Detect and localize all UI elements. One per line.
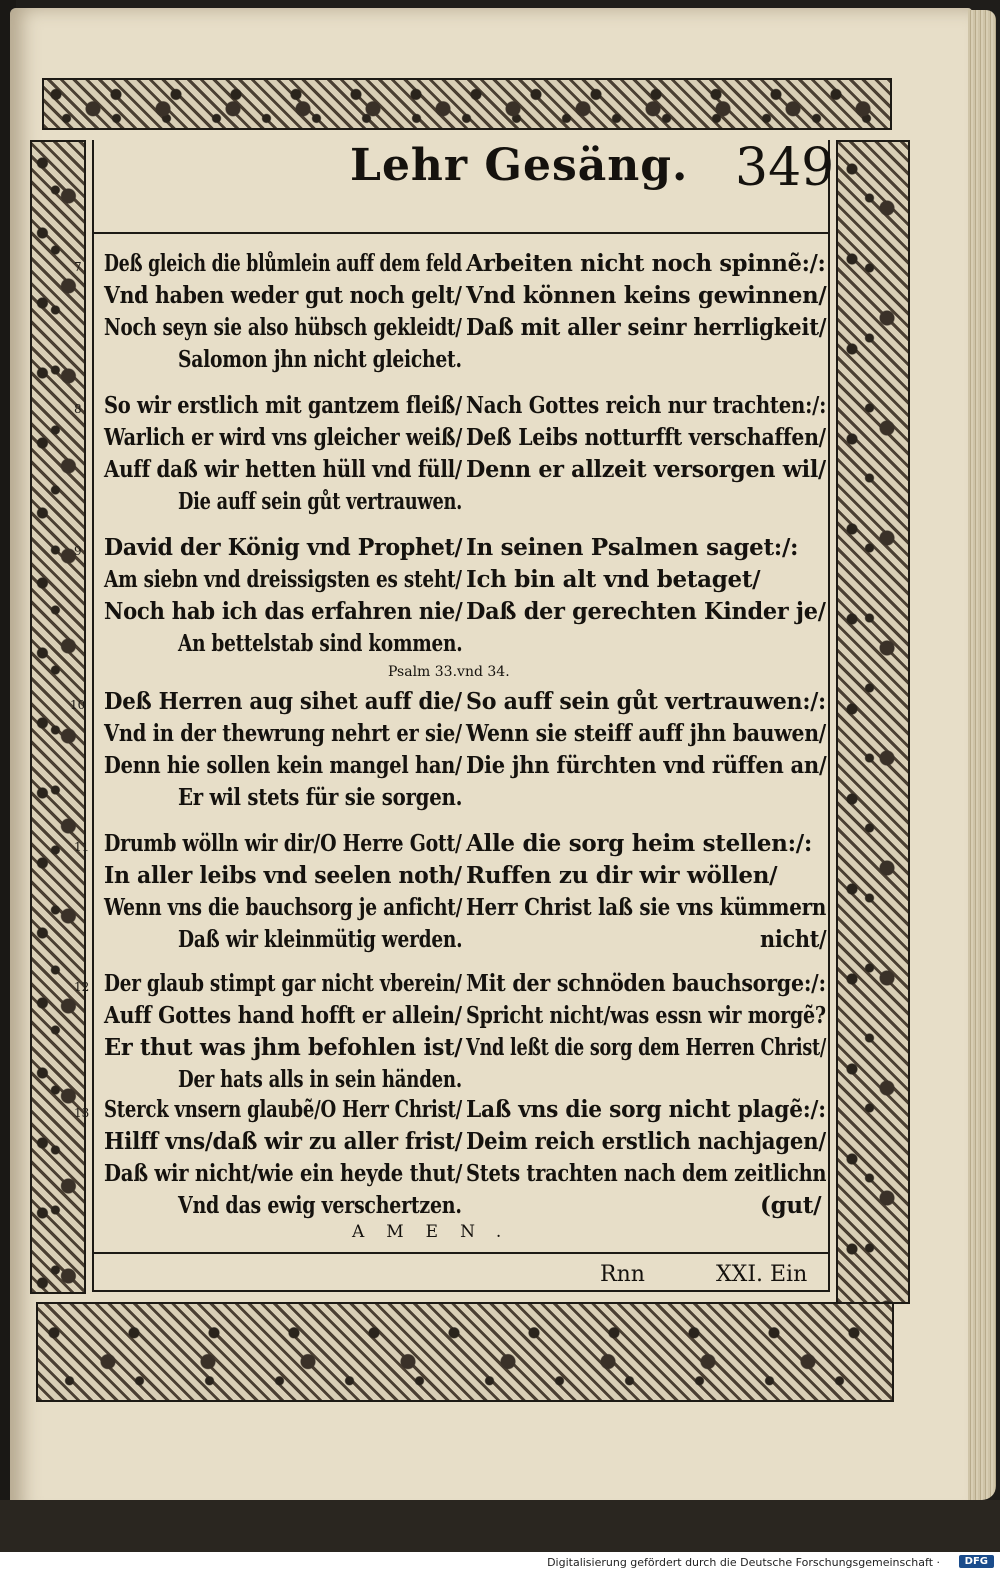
verse-number: 7: [74, 260, 82, 274]
verse-line-left: Vnd das ewig verschertzen.: [178, 1192, 462, 1219]
verse-line-left: Wenn vns die bauchsorg je anficht/: [104, 894, 463, 921]
catchword: XXI. Ein: [716, 1262, 808, 1287]
verse-line-left: Salomon jhn nicht gleichet.: [178, 346, 462, 373]
verse-line-right: Alle die sorg heim stellen:/:: [466, 830, 813, 857]
verse-line-right: In seinen Psalmen saget:/:: [466, 534, 799, 561]
verse-line-right: Ruffen zu dir wir wöllen/: [466, 862, 778, 889]
verse-line-left: Deß gleich die blůmlein auff dem feld: [104, 250, 462, 277]
verse-line-left: Auff Gottes hand hofft er allein/: [104, 1002, 462, 1029]
verse-line-right: Deim reich erstlich nachjagen/: [466, 1128, 826, 1155]
header-rule: [92, 232, 830, 234]
verse-line-left: Der glaub stimpt gar nicht vberein/: [104, 970, 462, 997]
ornamental-border-top: [42, 78, 892, 130]
footer-credit: Digitalisierung gefördert durch die Deutsche Forschungsgemeinschaft ·: [547, 1556, 940, 1569]
verse-line-left: Vnd in der thewrung nehrt er sie/: [104, 720, 462, 747]
psalm-reference: Psalm 33.vnd 34.: [388, 664, 510, 680]
dfg-logo: DFG: [959, 1555, 994, 1568]
scan-background: [0, 1500, 1000, 1558]
verse-line-left: Noch hab ich das erfahren nie/: [104, 598, 463, 625]
verse-line-right: Nach Gottes reich nur trachten:/:: [466, 392, 827, 419]
verse-line-right: Vnd können keins gewinnen/: [466, 282, 827, 309]
verse-line-right: Ich bin alt vnd betaget/: [466, 566, 761, 593]
frame-rule-bottom: [92, 1290, 830, 1292]
ornamental-border-bottom: [36, 1302, 894, 1402]
verse-line-right: Wenn sie steiff auff jhn bauwen/: [466, 720, 826, 747]
verse-line-right: Stets trachten nach dem zeitlichn: [466, 1160, 827, 1187]
verse-line-left: Sterck vnsern glaubẽ/O Herr Christ/: [104, 1096, 463, 1123]
frame-rule-right: [828, 140, 830, 1290]
verse-line-left: In aller leibs vnd seelen noth/: [104, 862, 462, 889]
verse-line-right: Laß vns die sorg nicht plagẽ:/:: [466, 1096, 826, 1123]
verse-number: 10: [70, 698, 86, 712]
verse-line-left: Die auff sein gůt vertrauwen.: [178, 488, 463, 515]
verse-line-left: Daß wir nicht/wie ein heyde thut/: [104, 1160, 463, 1187]
footer-rule: [92, 1252, 830, 1254]
verse-line-right: nicht/: [760, 926, 827, 953]
verse-line-left: Der hats alls in sein händen.: [178, 1066, 462, 1093]
frame-rule-left: [92, 140, 94, 1290]
verse-line-right: Die jhn fürchten vnd rüffen an/: [466, 752, 827, 779]
verse-line-left: Deß Herren aug sihet auff die/: [104, 688, 462, 715]
verse-number: 9: [74, 544, 82, 558]
verse-line-left: So wir erstlich mit gantzem fleiß/: [104, 392, 462, 419]
digitization-footer: [0, 1552, 1000, 1574]
verse-number: 8: [74, 402, 82, 416]
page-number: 349: [735, 138, 835, 198]
verse-number: 11: [74, 840, 90, 854]
verse-line-left: Auff daß wir hetten hüll vnd füll/: [104, 456, 462, 483]
verse-line-left: An bettelstab sind kommen.: [178, 630, 463, 657]
verse-line-left: Er thut was jhm befohlen ist/: [104, 1034, 463, 1061]
verse-line-right: Deß Leibs notturfft verschaffen/: [466, 424, 826, 451]
ornamental-border-left: [30, 140, 86, 1294]
verse-number: 13: [74, 1106, 90, 1120]
signature-mark: Rnn: [600, 1262, 645, 1287]
ornamental-border-right: [836, 140, 910, 1304]
verse-line-left: Noch seyn sie also hübsch gekleidt/: [104, 314, 462, 341]
verse-number: 12: [74, 980, 90, 994]
verse-line-left: Am siebn vnd dreissigsten es steht/: [104, 566, 462, 593]
verse-line-left: Denn hie sollen kein mangel han/: [104, 752, 462, 779]
verse-line-left: Warlich er wird vns gleicher weiß/: [104, 424, 463, 451]
verse-line-left: Vnd haben weder gut noch gelt/: [104, 282, 462, 309]
verse-line-right: (gut/: [760, 1192, 822, 1219]
verse-line-left: Er wil stets für sie sorgen.: [178, 784, 463, 811]
verse-line-left: David der König vnd Prophet/: [104, 534, 463, 561]
verse-line-left: Hilff vns/daß wir zu aller frist/: [104, 1128, 463, 1155]
verse-line-right: Daß mit aller seinr herrligkeit/: [466, 314, 827, 341]
verse-line-right: Daß der gerechten Kinder je/: [466, 598, 826, 625]
page-edges: [968, 10, 996, 1500]
verse-line-right: So auff sein gůt vertrauwen:/:: [466, 688, 826, 715]
verse-line-left: Drumb wölln wir dir/O Herre Gott/: [104, 830, 462, 857]
page-title: Lehr Gesäng.: [350, 140, 689, 191]
verse-line-right: Spricht nicht/was essn wir morgẽ?: [466, 1002, 826, 1029]
verse-line-right: Denn er allzeit versorgen wil/: [466, 456, 826, 483]
amen-line: AMEN.: [352, 1222, 524, 1242]
verse-line-right: Mit der schnöden bauchsorge:/:: [466, 970, 826, 997]
verse-line-right: Arbeiten nicht noch spinnẽ:/:: [466, 250, 826, 277]
verse-line-right: Vnd leßt die sorg dem Herren Christ/: [466, 1034, 827, 1061]
verse-line-right: Herr Christ laß sie vns kümmern: [466, 894, 827, 921]
verse-line-left: Daß wir kleinmütig werden.: [178, 926, 463, 953]
